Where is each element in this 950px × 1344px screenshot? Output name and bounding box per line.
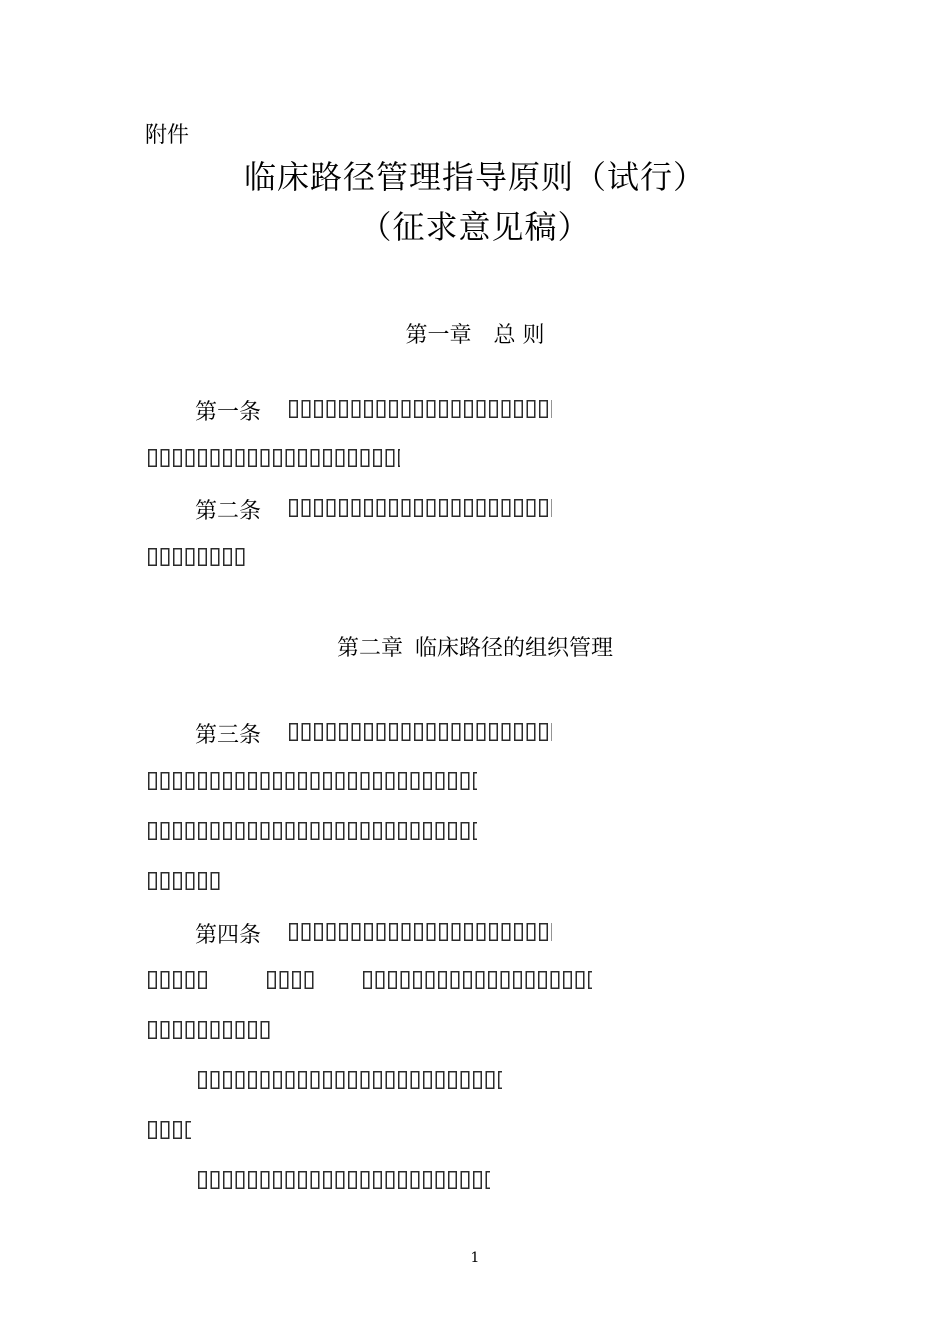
unrendered-text-line	[145, 772, 477, 790]
chapter-title: 临床路径的组织管理	[415, 636, 614, 661]
unrendered-text-line	[360, 971, 592, 989]
unrendered-text-line	[145, 872, 220, 890]
unrendered-text-line	[145, 971, 207, 989]
article-label-3: 第三条	[195, 723, 262, 748]
unrendered-text-line	[145, 548, 245, 566]
attachment-label: 附件	[145, 123, 190, 148]
unrendered-text-line	[145, 1121, 191, 1139]
chapter-heading-1	[0, 318, 950, 349]
document-subtitle: （征求意见稿）	[359, 208, 591, 246]
article-label-4: 第四条	[195, 923, 262, 948]
unrendered-text-line	[145, 1021, 270, 1039]
chapter-number: 第一章	[405, 323, 472, 348]
unrendered-text-line	[286, 923, 552, 941]
article-label-2: 第二条	[195, 499, 262, 524]
unrendered-text-line	[264, 971, 314, 989]
unrendered-text-line	[286, 499, 552, 517]
unrendered-text-line	[286, 723, 552, 741]
document-title: 临床路径管理指导原则（试行）	[243, 158, 706, 196]
unrendered-text-line	[195, 1171, 490, 1189]
unrendered-text-line	[145, 822, 477, 840]
unrendered-text-line	[145, 449, 400, 467]
page-number: 1	[470, 1250, 480, 1266]
article-label-1: 第一条	[195, 400, 262, 425]
unrendered-text-line	[286, 400, 552, 418]
chapter-title: 总 则	[493, 323, 545, 348]
unrendered-text-line	[195, 1071, 502, 1089]
chapter-heading-2	[0, 631, 950, 662]
chapter-number: 第二章	[336, 636, 403, 661]
